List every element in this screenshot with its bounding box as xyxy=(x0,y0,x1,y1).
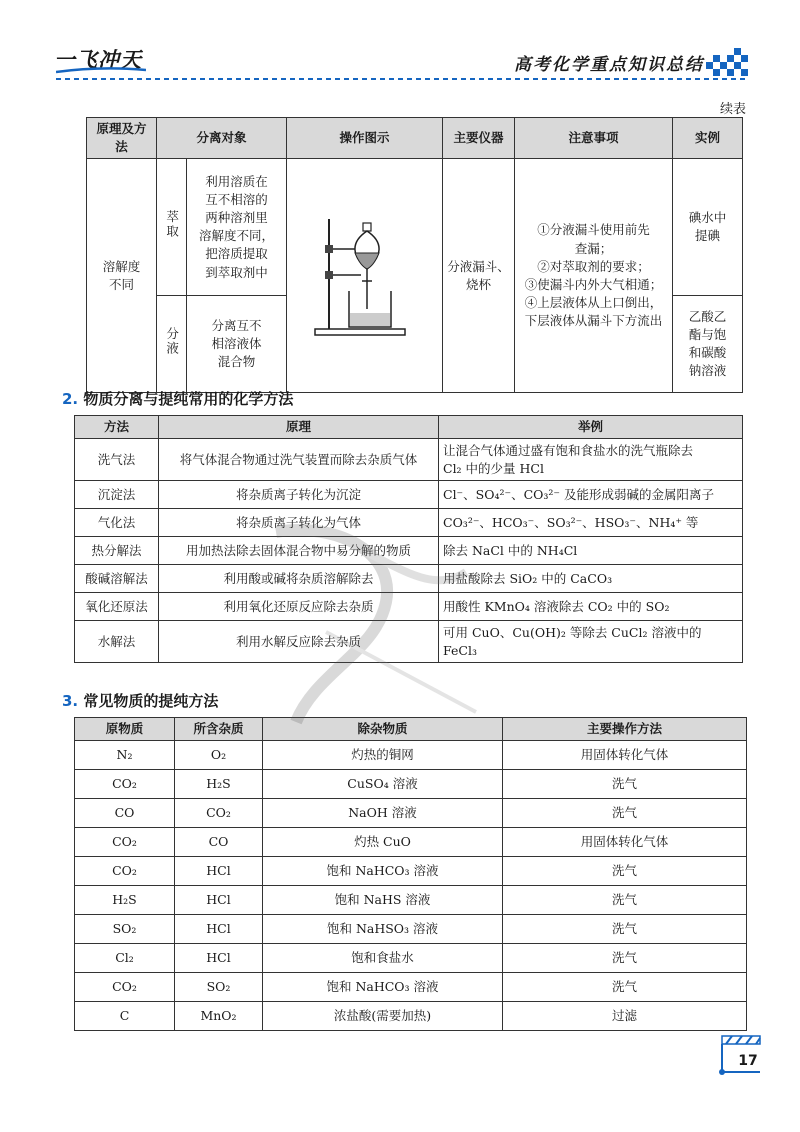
method-cell: 水解法 xyxy=(75,621,159,663)
table-row xyxy=(75,1002,747,1031)
operation-cell: 洗气 xyxy=(503,770,747,799)
instrument-text: 分液漏斗、 烧杯 xyxy=(447,258,510,292)
section-heading xyxy=(62,690,218,711)
principle-cell: 利用酸或碱将杂质溶解除去 xyxy=(159,565,439,593)
operation-cell: 洗气 xyxy=(503,799,747,828)
operation-cell: 过滤 xyxy=(503,1002,747,1031)
reagent-cell: 饱和 NaHCO₃ 溶液 xyxy=(263,973,503,1002)
separatory-funnel-diagram xyxy=(305,211,425,341)
impurity-cell: O₂ xyxy=(175,741,263,770)
notes-cell xyxy=(515,159,673,393)
operation-cell: 洗气 xyxy=(503,973,747,1002)
principle-cell: 将气体混合物通过洗气装置而除去杂质气体 xyxy=(159,439,439,481)
header-cell: 主要仪器 xyxy=(443,118,515,159)
operation-cell: 洗气 xyxy=(503,944,747,973)
header-cell: 原理及方法 xyxy=(87,118,157,159)
method-cell: 洗气法 xyxy=(75,439,159,481)
operation-cell: 用固体转化气体 xyxy=(503,741,747,770)
original-substance-cell: C xyxy=(75,1002,175,1031)
section-number: 3. xyxy=(62,692,79,710)
object-cell xyxy=(187,159,287,296)
example-cell: 用盐酸除去 SiO₂ 中的 CaCO₃ xyxy=(439,565,743,593)
method-cell xyxy=(87,159,157,393)
table-row xyxy=(75,439,743,481)
section-title: 物质分离与提纯常用的化学方法 xyxy=(83,390,294,408)
method-cell: 沉淀法 xyxy=(75,481,159,509)
section-heading xyxy=(62,388,293,409)
original-substance-cell: H₂S xyxy=(75,886,175,915)
header-cell: 分离对象 xyxy=(157,118,287,159)
table-row xyxy=(75,799,747,828)
example-cell: 让混合气体通过盛有饱和食盐水的洗气瓶除去 Cl₂ 中的少量 HCl xyxy=(439,439,743,481)
impurity-cell: SO₂ xyxy=(175,973,263,1002)
header-cell: 原物质 xyxy=(75,718,175,741)
reagent-cell: NaOH 溶液 xyxy=(263,799,503,828)
example-cell: 可用 CuO、Cu(OH)₂ 等除去 CuCl₂ 溶液中的 FeCl₃ xyxy=(439,621,743,663)
page-number: 17 xyxy=(738,1053,758,1069)
section-number: 2. xyxy=(62,390,79,408)
header-cell: 举例 xyxy=(439,416,743,439)
principle-cell: 将杂质离子转化为沉淀 xyxy=(159,481,439,509)
notes-text: ①分液漏斗使用前先 查漏； ②对萃取剂的要求； ③使漏斗内外大气相通； ④上层液体从上口倒出， 下层液体从漏斗下方流出 xyxy=(524,222,663,328)
header-cell: 方法 xyxy=(75,416,159,439)
table-row xyxy=(75,973,747,1002)
extraction-example: 碘水中 提碘 xyxy=(688,210,727,244)
original-substance-cell: CO xyxy=(75,799,175,828)
table-row xyxy=(75,481,743,509)
sub-method-cell xyxy=(157,159,187,296)
reagent-cell: CuSO₄ 溶液 xyxy=(263,770,503,799)
header-cell: 除杂物质 xyxy=(263,718,503,741)
table-row xyxy=(75,593,743,621)
reagent-cell: 饱和 NaHS 溶液 xyxy=(263,886,503,915)
operation-cell: 洗气 xyxy=(503,915,747,944)
table-row xyxy=(75,886,747,915)
apparatus-cell xyxy=(287,159,443,393)
example-cell xyxy=(673,296,743,393)
principle-cell: 用加热法除去固体混合物中易分解的物质 xyxy=(159,537,439,565)
table-row xyxy=(75,741,747,770)
reagent-cell: 灼热的铜网 xyxy=(263,741,503,770)
object-cell xyxy=(187,296,287,393)
brand-logo-text: 一飞冲天 xyxy=(54,48,142,72)
table-row xyxy=(75,621,743,663)
header-cell: 注意事项 xyxy=(515,118,673,159)
header-dotted-rule xyxy=(56,76,748,82)
original-substance-cell: CO₂ xyxy=(75,973,175,1002)
original-substance-cell: N₂ xyxy=(75,741,175,770)
reagent-cell: 饱和 NaHSO₃ 溶液 xyxy=(263,915,503,944)
extraction-object: 利用溶质在 互不相溶的 两种溶剂里 溶解度不同， 把溶质提取 到萃取剂中 xyxy=(199,173,275,280)
impurity-cell: HCl xyxy=(175,944,263,973)
page-header-title: 高考化学重点知识总结 xyxy=(514,55,704,75)
purification-table xyxy=(74,717,747,1031)
table-header-row xyxy=(75,718,747,741)
principle-cell: 将杂质离子转化为气体 xyxy=(159,509,439,537)
original-substance-cell: CO₂ xyxy=(75,857,175,886)
method-label: 溶解度 不同 xyxy=(102,258,141,292)
principle-cell: 利用氧化还原反应除去杂质 xyxy=(159,593,439,621)
method-cell: 气化法 xyxy=(75,509,159,537)
method-cell: 酸碱溶解法 xyxy=(75,565,159,593)
table-row xyxy=(75,509,743,537)
impurity-cell: MnO₂ xyxy=(175,1002,263,1031)
method-cell: 氧化还原法 xyxy=(75,593,159,621)
impurity-cell: CO xyxy=(175,828,263,857)
impurity-cell: HCl xyxy=(175,886,263,915)
table-row xyxy=(75,565,743,593)
instrument-cell xyxy=(443,159,515,393)
continued-note: 续表 xyxy=(719,102,746,117)
table-row xyxy=(87,159,743,296)
table-row xyxy=(75,770,747,799)
operation-cell: 用固体转化气体 xyxy=(503,828,747,857)
example-cell: 用酸性 KMnO₄ 溶液除去 CO₂ 中的 SO₂ xyxy=(439,593,743,621)
impurity-cell: HCl xyxy=(175,915,263,944)
reagent-cell: 饱和 NaHCO₃ 溶液 xyxy=(263,857,503,886)
table-header-row xyxy=(87,118,743,159)
separation-methods-table xyxy=(86,117,743,393)
liquid-separation-object: 分离互不 相溶液体 混合物 xyxy=(211,318,262,370)
reagent-cell: 浓盐酸(需要加热) xyxy=(263,1002,503,1031)
header-cell: 主要操作方法 xyxy=(503,718,747,741)
table-row xyxy=(75,915,747,944)
principle-cell: 利用水解反应除去杂质 xyxy=(159,621,439,663)
table-row xyxy=(75,537,743,565)
chemical-methods-table xyxy=(74,415,743,663)
header-cell: 实例 xyxy=(673,118,743,159)
section-title: 常见物质的提纯方法 xyxy=(83,692,219,710)
table-row xyxy=(75,828,747,857)
header-cell: 操作图示 xyxy=(287,118,443,159)
example-cell: 除去 NaCl 中的 NH₄Cl xyxy=(439,537,743,565)
original-substance-cell: Cl₂ xyxy=(75,944,175,973)
header-cell: 所含杂质 xyxy=(175,718,263,741)
table-row xyxy=(75,857,747,886)
impurity-cell: CO₂ xyxy=(175,799,263,828)
example-cell: CO₃²⁻、HCO₃⁻、SO₃²⁻、HSO₃⁻、NH₄⁺ 等 xyxy=(439,509,743,537)
original-substance-cell: SO₂ xyxy=(75,915,175,944)
original-substance-cell: CO₂ xyxy=(75,828,175,857)
impurity-cell: HCl xyxy=(175,857,263,886)
original-substance-cell: CO₂ xyxy=(75,770,175,799)
table-header-row xyxy=(75,416,743,439)
liquid-separation-label: 分液 xyxy=(164,327,180,357)
table-row xyxy=(75,944,747,973)
operation-cell: 洗气 xyxy=(503,886,747,915)
header-cell: 原理 xyxy=(159,416,439,439)
liquid-separation-example: 乙酸乙 酯与饱 和碳酸 钠溶液 xyxy=(688,309,727,379)
reagent-cell: 灼热 CuO xyxy=(263,828,503,857)
sub-method-cell xyxy=(157,296,187,393)
example-cell: Cl⁻、SO₄²⁻、CO₃²⁻ 及能形成弱碱的金属阳离子 xyxy=(439,481,743,509)
brand-swoosh-icon xyxy=(56,66,146,74)
method-cell: 热分解法 xyxy=(75,537,159,565)
reagent-cell: 饱和食盐水 xyxy=(263,944,503,973)
extraction-label: 萃取 xyxy=(164,210,180,240)
checker-flag-icon xyxy=(706,48,750,76)
impurity-cell: H₂S xyxy=(175,770,263,799)
example-cell xyxy=(673,159,743,296)
operation-cell: 洗气 xyxy=(503,857,747,886)
